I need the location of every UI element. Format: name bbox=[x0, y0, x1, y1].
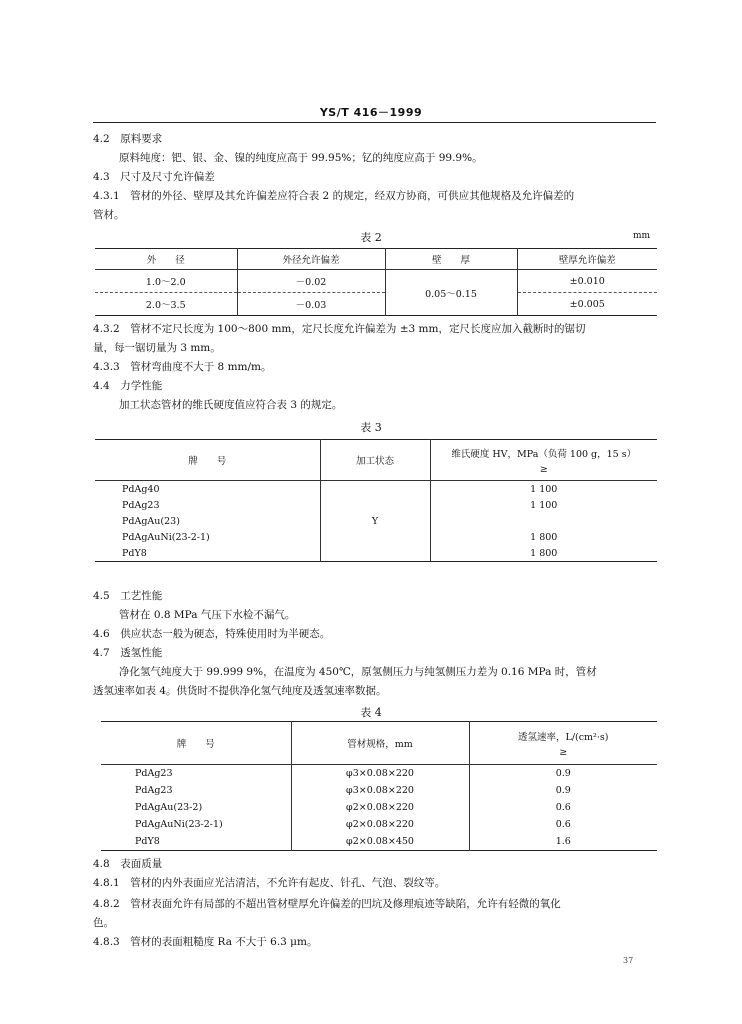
t3-value: 1 100 bbox=[430, 481, 657, 498]
t3-header-min: ≥ bbox=[539, 463, 548, 475]
section-4-3-1-line2: 管材。 bbox=[93, 209, 125, 221]
t4-header bbox=[469, 722, 657, 765]
section-4-4-title: 4.4 力学性能 bbox=[93, 380, 163, 392]
t3-grade: PdY8 bbox=[122, 547, 147, 559]
t4-spec: φ2×0.08×220 bbox=[291, 799, 469, 816]
t3-value bbox=[430, 513, 657, 529]
t4-grade: PdAgAuNi(23-2-1) bbox=[135, 819, 223, 830]
t2-cell: 2.0～3.5 bbox=[145, 300, 186, 311]
t4-rate: 0.9 bbox=[469, 782, 657, 799]
t2-cell: 0.05～0.15 bbox=[385, 270, 517, 316]
t3-header-text: 维氏硬度 HV，MPa（负荷 100 g，15 s） bbox=[451, 448, 637, 460]
t4-grade: PdAg23 bbox=[135, 785, 173, 796]
section-4-3-2-line1: 4.3.2 管材不定尺长度为 100～800 mm，定尺长度允许偏差为 ±3 mm，定尺长度应加入截断时的锯切 bbox=[93, 323, 586, 335]
section-4-3-2-line2: 量，每一锯切量为 3 mm。 bbox=[93, 342, 221, 354]
section-4-8-1: 4.8.1 管材的内外表面应光洁清洁，不允许有起皮、针孔、气泡、裂纹等。 bbox=[93, 877, 446, 889]
section-4-8-2-line1: 4.8.2 管材表面允许有局部的不超出管材壁厚允许偏差的凹坑及修理痕迹等缺陷，允许有轻微的氧化 bbox=[93, 898, 561, 910]
section-4-8-2-line2: 色。 bbox=[93, 917, 114, 929]
t2-cell: ±0.010 bbox=[517, 270, 657, 293]
section-4-5-title: 4.5 工艺性能 bbox=[93, 590, 163, 602]
t4-spec: φ3×0.08×220 bbox=[291, 765, 469, 783]
t3-header bbox=[430, 440, 657, 481]
t3-header: 牌 号 bbox=[95, 440, 320, 481]
t2-cell: 1.0～2.0 bbox=[95, 270, 237, 293]
t2-header: 壁厚允许偏差 bbox=[517, 249, 657, 270]
section-4-7-title: 4.7 透氢性能 bbox=[93, 647, 163, 659]
t3-value: 1 800 bbox=[430, 529, 657, 545]
t4-header: 牌 号 bbox=[101, 722, 291, 765]
section-4-7-line2: 透氢速率如表 4。供货时不提供净化氢气纯度及透氢速率数据。 bbox=[93, 685, 387, 697]
t4-grade: PdAg23 bbox=[135, 768, 173, 779]
t4-rate: 0.6 bbox=[469, 816, 657, 833]
t3-grade: PdAg23 bbox=[122, 499, 160, 511]
section-4-3-1-line1: 4.3.1 管材的外径、壁厚及其允许偏差应符合表 2 的规定，经双方协商，可供应其他规格及允许偏差的 bbox=[93, 190, 575, 202]
table4-caption: 表 4 bbox=[360, 706, 382, 719]
t4-spec: φ2×0.08×220 bbox=[291, 816, 469, 833]
section-4-5-text: 管材在 0.8 MPa 气压下水检不漏气。 bbox=[119, 609, 296, 621]
table-4 bbox=[101, 721, 657, 851]
section-4-8-3: 4.8.3 管材的表面粗糙度 Ra 不大于 6.3 μm。 bbox=[93, 936, 318, 948]
t2-header: 外径允许偏差 bbox=[237, 249, 385, 270]
t4-rate: 1.6 bbox=[469, 833, 657, 851]
standard-header: YS/T 416－1999 bbox=[319, 106, 423, 119]
t2-cell: －0.03 bbox=[237, 293, 385, 316]
t2-cell: －0.02 bbox=[237, 270, 385, 293]
t3-grade: PdAgAuNi(23-2-1) bbox=[122, 531, 210, 543]
t4-header-min: ≥ bbox=[559, 746, 568, 758]
section-4-7-line1: 净化氢气纯度大于 99.999 9%，在温度为 450℃，原氢侧压力与纯氢侧压力差为 0.16 MPa 时，管材 bbox=[119, 666, 597, 678]
t4-grade: PdAgAu(23-2) bbox=[135, 802, 203, 813]
section-4-4-text: 加工状态管材的维氏硬度值应符合表 3 的规定。 bbox=[119, 399, 343, 411]
t4-spec: φ2×0.08×450 bbox=[291, 833, 469, 851]
page-number: 37 bbox=[623, 956, 634, 965]
t4-rate: 0.9 bbox=[469, 765, 657, 783]
t2-header: 壁 厚 bbox=[385, 249, 517, 270]
t3-state: Y bbox=[320, 481, 430, 562]
section-4-2-text: 原料纯度：钯、银、金、镍的纯度应高于 99.95%；钇的纯度应高于 99.9%。 bbox=[119, 152, 483, 164]
section-4-6: 4.6 供应状态一般为硬态，特殊使用时为半硬态。 bbox=[93, 628, 331, 640]
t2-header: 外 径 bbox=[95, 249, 237, 270]
t4-rate: 0.6 bbox=[469, 799, 657, 816]
t4-grade: PdY8 bbox=[135, 836, 160, 847]
t3-grade: PdAgAu(23) bbox=[122, 515, 180, 527]
t3-header: 加工状态 bbox=[320, 440, 430, 481]
t3-grade: PdAg40 bbox=[122, 483, 160, 495]
t4-header-text: 透氢速率，L/(cm²·s) bbox=[518, 731, 609, 743]
t3-value: 1 800 bbox=[430, 545, 657, 562]
header-rule bbox=[93, 122, 656, 123]
table3-caption: 表 3 bbox=[360, 421, 382, 434]
section-4-8-title: 4.8 表面质量 bbox=[93, 858, 163, 870]
table2-caption: 表 2 bbox=[360, 231, 382, 244]
table-3 bbox=[95, 439, 657, 562]
table2-unit: mm bbox=[633, 231, 651, 241]
t4-spec: φ3×0.08×220 bbox=[291, 782, 469, 799]
t3-value: 1 100 bbox=[430, 497, 657, 513]
table-2 bbox=[95, 248, 657, 316]
t4-header: 管材规格，mm bbox=[291, 722, 469, 765]
t2-cell: ±0.005 bbox=[517, 293, 657, 316]
section-4-2-title: 4.2 原料要求 bbox=[93, 133, 163, 145]
section-4-3-3: 4.3.3 管材弯曲度不大于 8 mm/m。 bbox=[93, 361, 272, 373]
section-4-3-title: 4.3 尺寸及尺寸允许偏差 bbox=[93, 171, 215, 183]
